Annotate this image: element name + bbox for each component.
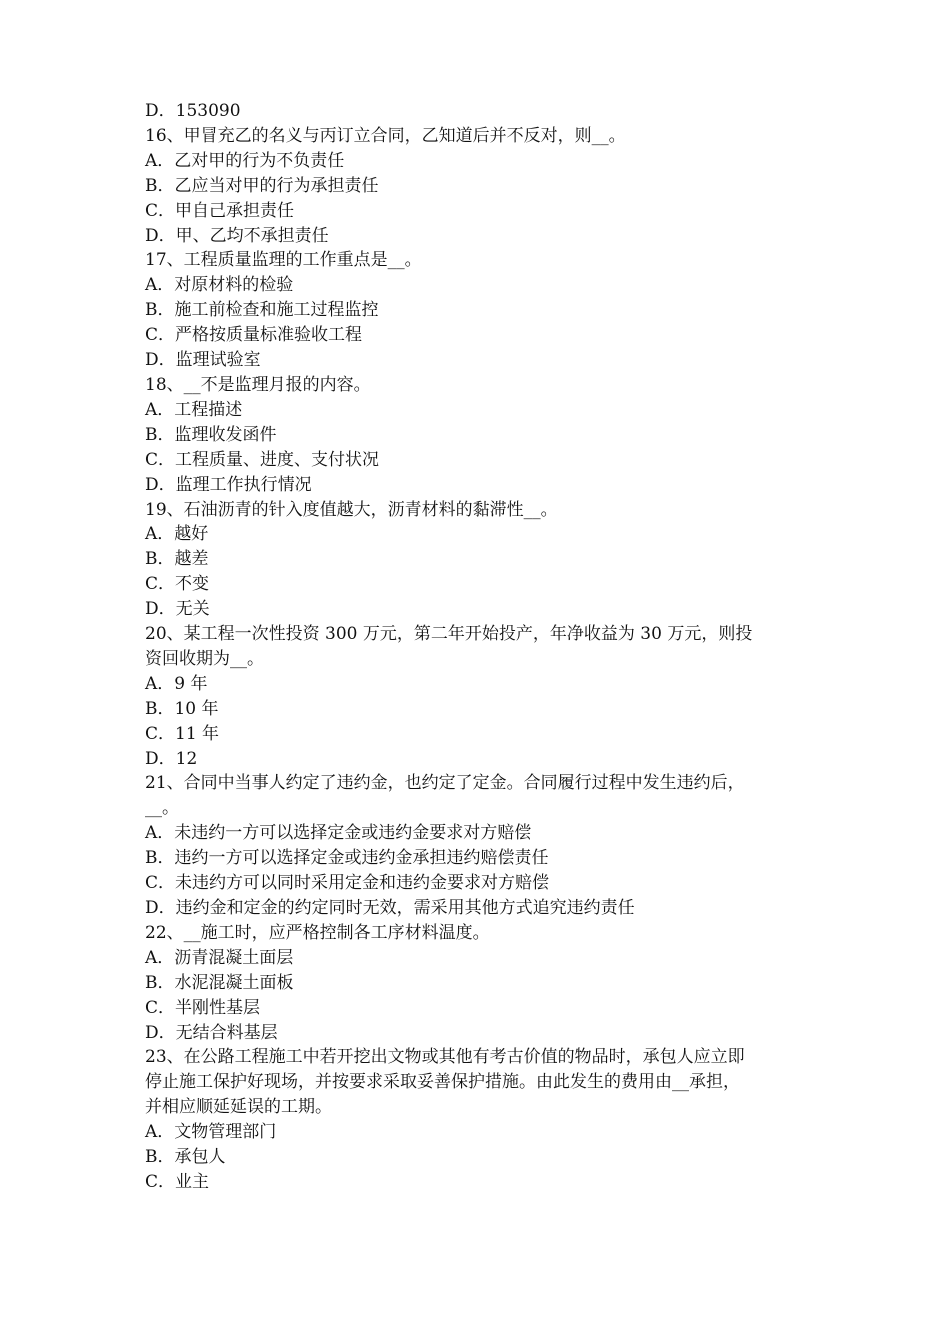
option-line: D．无结合料基层 bbox=[145, 1022, 278, 1043]
option-line: D．153090 bbox=[145, 101, 241, 121]
option-line: D．监理试验室 bbox=[145, 350, 261, 371]
option-line: A．文物管理部门 bbox=[145, 1122, 277, 1143]
option-line: C．未违约方可以同时采用定金和违约金要求对方赔偿 bbox=[145, 873, 550, 894]
option-line: A．工程描述 bbox=[145, 399, 243, 420]
option-line: C．严格按质量标准验收工程 bbox=[145, 325, 363, 346]
question-line: 17、工程质量监理的工作重点是__。 bbox=[145, 250, 422, 271]
option-line: D．无关 bbox=[145, 599, 210, 620]
option-line: C．11 年 bbox=[145, 723, 220, 744]
question-line: 23、在公路工程施工中若开挖出文物或其他有考古价值的物品时，承包人应立即 bbox=[145, 1047, 745, 1068]
option-line: D．甲、乙均不承担责任 bbox=[145, 225, 329, 246]
option-line: B．水泥混凝土面板 bbox=[145, 972, 294, 993]
option-line: C．不变 bbox=[145, 574, 210, 595]
option-line: B．监理收发函件 bbox=[145, 424, 277, 445]
option-line: A．越好 bbox=[145, 524, 209, 545]
option-line: C．半刚性基层 bbox=[145, 997, 261, 1018]
option-line: D．监理工作执行情况 bbox=[145, 474, 312, 495]
question-line: 资回收期为__。 bbox=[145, 648, 264, 669]
option-line: A．乙对甲的行为不负责任 bbox=[145, 150, 345, 171]
option-line: A．9 年 bbox=[145, 673, 208, 694]
question-line: 22、__施工时，应严格控制各工序材料温度。 bbox=[145, 922, 490, 943]
option-line: C．业主 bbox=[145, 1171, 210, 1192]
option-line: C．甲自己承担责任 bbox=[145, 200, 295, 221]
option-line: B．违约一方可以选择定金或违约金承担违约赔偿责任 bbox=[145, 848, 549, 869]
question-line: __。 bbox=[145, 798, 179, 819]
option-line: A．未违约一方可以选择定金或违约金要求对方赔偿 bbox=[145, 823, 532, 844]
question-line: 并相应顺延延误的工期。 bbox=[145, 1097, 332, 1118]
option-line: A．对原材料的检验 bbox=[145, 275, 294, 296]
question-line: 21、合同中当事人约定了违约金，也约定了定金。合同履行过程中发生违约后， bbox=[145, 773, 745, 794]
option-line: D．违约金和定金的约定同时无效，需采用其他方式追究违约责任 bbox=[145, 898, 635, 918]
document-page bbox=[145, 99, 810, 1195]
option-line: C．工程质量、进度、支付状况 bbox=[145, 449, 380, 470]
question-line: 16、甲冒充乙的名义与丙订立合同，乙知道后并不反对，则__。 bbox=[145, 125, 626, 146]
option-line: B．10 年 bbox=[145, 698, 219, 719]
question-line: 19、石油沥青的针入度值越大，沥青材料的黏滞性__。 bbox=[145, 499, 558, 520]
option-line: B．乙应当对甲的行为承担责任 bbox=[145, 175, 379, 196]
option-line: B．越差 bbox=[145, 549, 209, 570]
question-line: 停止施工保护好现场，并按要求采取妥善保护措施。由此发生的费用由__承担， bbox=[145, 1072, 740, 1093]
question-line: 18、__不是监理月报的内容。 bbox=[145, 374, 371, 395]
question-line: 20、某工程一次性投资 300 万元，第二年开始投产，年净收益为 30 万元，则投 bbox=[145, 624, 753, 645]
option-line: B．施工前检查和施工过程监控 bbox=[145, 300, 379, 321]
option-line: A．沥青混凝土面层 bbox=[145, 947, 294, 968]
option-line: B．承包人 bbox=[145, 1147, 226, 1168]
option-line: D．12 bbox=[145, 748, 198, 769]
